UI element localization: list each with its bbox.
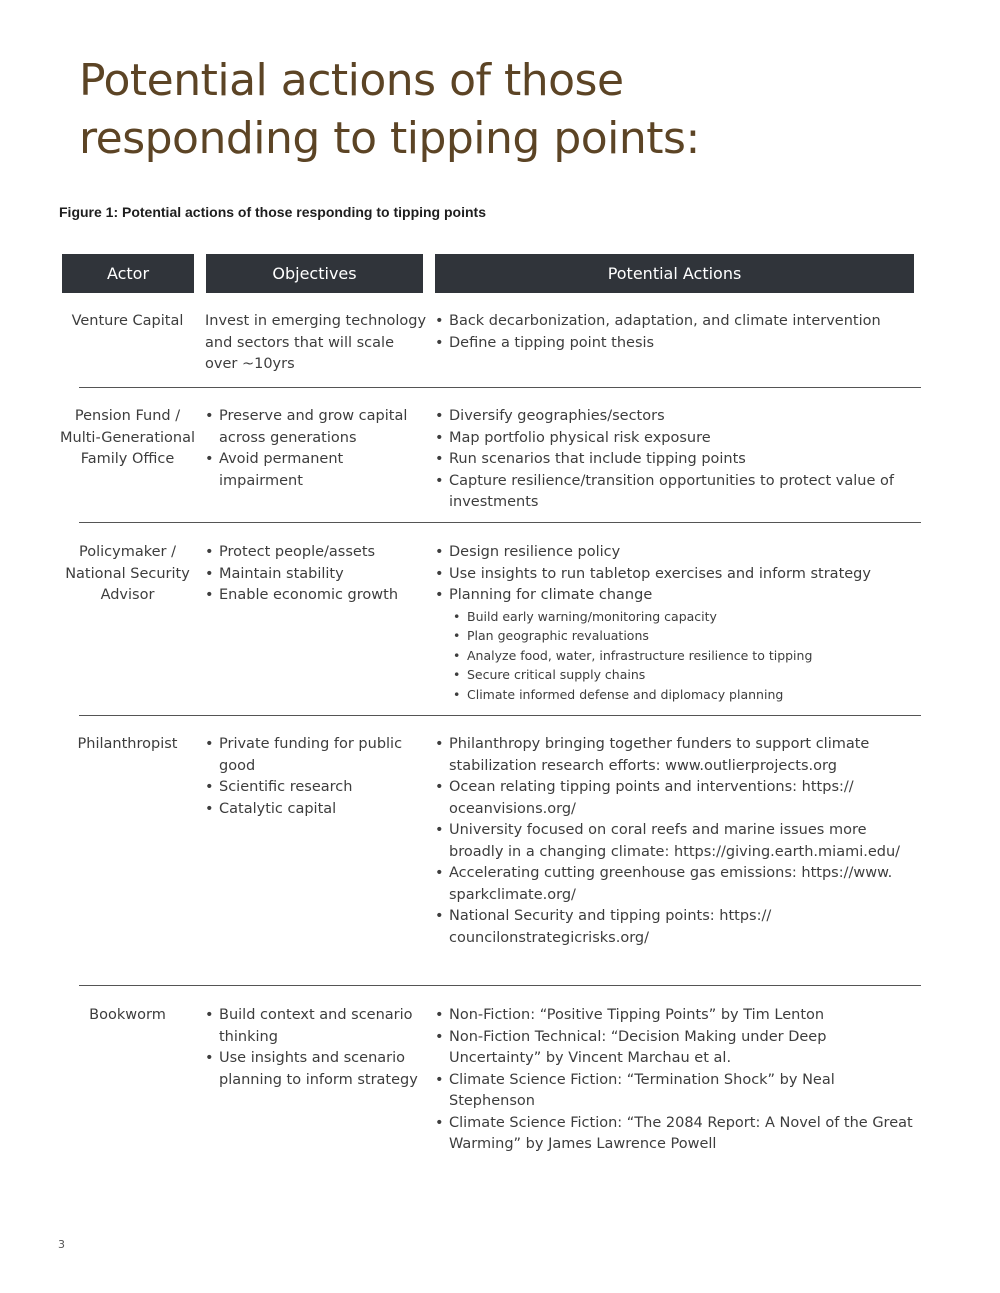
action-text: Capture resilience/transition opportunities to protect value of investments xyxy=(449,472,894,510)
objectives-cell xyxy=(205,1005,427,1091)
action-text: Map portfolio physical risk exposure xyxy=(449,429,711,446)
header-actor: Actor xyxy=(62,254,194,293)
page-title-line: Potential actions of those xyxy=(79,55,624,106)
objective-item: • Avoid permanent impairment xyxy=(205,449,427,492)
sub-action-item: • Analyze food, water, infrastructure resilience to tipping xyxy=(453,646,920,666)
action-text: Ocean relating tipping points and interventions: https:// oceanvisions.org/ xyxy=(449,779,854,817)
action-text: Non-Fiction Technical: “Decision Making under Deep Uncertainty” by Vincent Marchau et al. xyxy=(449,1028,827,1066)
action-item xyxy=(435,906,920,949)
table-row xyxy=(0,1005,1000,1152)
objective-item: • Private funding for public good xyxy=(205,734,427,777)
page-title-line: responding to tipping points: xyxy=(79,113,700,164)
objective-item: • Enable economic growth xyxy=(205,585,427,607)
objectives-cell xyxy=(205,542,427,607)
action-text: Back decarbonization, adaptation, and climate intervention xyxy=(449,313,881,329)
action-item xyxy=(435,311,920,333)
action-text: Run scenarios that include tipping points xyxy=(449,451,746,467)
objectives-cell xyxy=(205,406,427,492)
table-row xyxy=(71,311,921,388)
table-row xyxy=(79,734,921,986)
action-text: Climate Science Fiction: “Termination Shock” by Neal Stephenson xyxy=(449,1071,835,1109)
actor-cell: Pension Fund / Multi-Generational Family Office xyxy=(60,408,196,467)
action-item xyxy=(435,564,920,586)
action-item xyxy=(435,428,920,450)
action-item xyxy=(435,1005,920,1027)
action-item xyxy=(435,406,920,428)
action-text: University focused on coral reefs and marine issues more broadly in a changing climate: https://giving.earth.miami.edu/ xyxy=(449,822,901,860)
action-item xyxy=(435,585,920,607)
action-item xyxy=(435,820,920,863)
sub-action-item: • Secure critical supply chains xyxy=(453,665,920,685)
page-number: 3 xyxy=(58,1238,65,1251)
action-text: Define a tipping point thesis xyxy=(449,334,655,351)
action-text: Diversify geographies/sectors xyxy=(449,408,665,424)
actions-cell xyxy=(435,311,920,354)
action-item xyxy=(435,734,920,777)
objective-item: • Scientific research xyxy=(205,777,427,799)
action-item xyxy=(435,777,920,820)
objective-item: • Protect people/assets xyxy=(205,542,427,564)
action-text: Non-Fiction: “Positive Tipping Points” by Tim Lenton xyxy=(449,1007,825,1023)
action-text: Climate Science Fiction: “The 2084 Report: A Novel of the Great Warming” by James Lawrence Powell xyxy=(449,1114,913,1152)
action-text: Accelerating cutting greenhouse gas emissions: https://www. sparkclimate.org/ xyxy=(449,865,893,903)
actions-cell xyxy=(435,1005,920,1156)
action-item xyxy=(435,333,920,355)
objective-item: • Catalytic capital xyxy=(205,799,427,821)
actor-cell: Venture Capital xyxy=(71,313,184,329)
objective-item: • Use insights and scenario planning to inform strategy xyxy=(205,1048,427,1091)
action-item xyxy=(435,1027,920,1070)
objectives-cell xyxy=(205,311,427,376)
action-item xyxy=(435,1070,920,1113)
table-row xyxy=(60,406,921,523)
action-text: Planning for climate change xyxy=(449,587,653,603)
actions-cell xyxy=(435,406,920,514)
header-potential-actions: Potential Actions xyxy=(435,254,914,293)
sub-action-item: • Climate informed defense and diplomacy planning xyxy=(453,685,920,705)
sub-action-item: • Plan geographic revaluations xyxy=(453,626,920,646)
objective-item: • Build context and scenario thinking xyxy=(205,1005,427,1048)
action-text: Philanthropy bringing together funders to support climate stabilization research efforts: www.outlierprojects.org xyxy=(449,736,870,774)
table-row xyxy=(65,542,921,716)
sub-action-item: • Build early warning/monitoring capacity xyxy=(453,607,920,627)
sub-action-list xyxy=(435,607,920,705)
actor-cell: Policymaker / National Security Advisor xyxy=(65,544,190,603)
actor-cell: Philanthropist xyxy=(77,736,178,752)
action-item xyxy=(435,1113,920,1156)
action-text: National Security and tipping points: https:// councilonstrategicrisks.org/ xyxy=(449,908,772,946)
page-title xyxy=(79,52,700,168)
header-objectives: Objectives xyxy=(206,254,423,293)
action-text: Design resilience policy xyxy=(449,544,621,560)
actions-cell xyxy=(435,542,920,704)
objectives-cell xyxy=(205,734,427,820)
objective-text: Invest in emerging technology and sectors that will scale over ~10yrs xyxy=(205,313,427,372)
action-item xyxy=(435,471,920,514)
actions-cell xyxy=(435,734,920,949)
action-item xyxy=(435,542,920,564)
action-text: Use insights to run tabletop exercises and inform strategy xyxy=(449,565,871,582)
action-item xyxy=(435,449,920,471)
objective-item: • Maintain stability xyxy=(205,564,427,586)
figure-caption: Figure 1: Potential actions of those responding to tipping points xyxy=(59,204,486,220)
action-item xyxy=(435,863,920,906)
actor-cell: Bookworm xyxy=(89,1007,166,1023)
objective-item: • Preserve and grow capital across generations xyxy=(205,406,427,449)
